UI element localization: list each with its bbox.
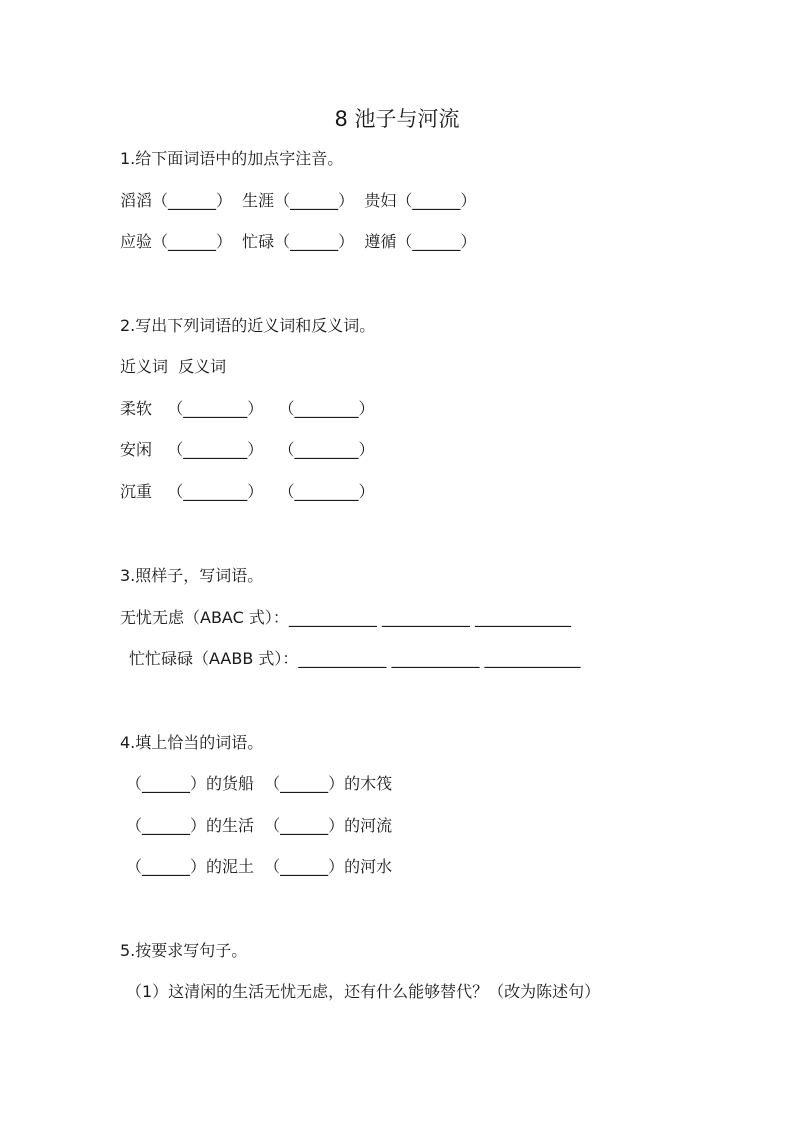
q1-row-2: 应验（______） 忙碌（______） 遵循（______）	[120, 232, 477, 251]
q2-row-1: 柔软 （________） （________）	[120, 399, 375, 418]
q2-subheading: 近义词 反义词	[120, 357, 227, 376]
q4-row-2: （______）的生活 （______）的河流	[126, 816, 393, 835]
worksheet-title: 8 池子与河流	[334, 107, 460, 131]
q2-row-3: 沉重 （________） （________）	[120, 482, 375, 501]
q1-row-1: 滔滔（______） 生涯（______） 贵妇（______）	[120, 191, 477, 210]
q4-row-3: （______）的泥土 （______）的河水	[126, 857, 393, 876]
q2-row-2: 安闲 （________） （________）	[120, 440, 375, 459]
q4-row-1: （______）的货船 （______）的木筏	[126, 774, 393, 793]
q3-heading: 3.照样子，写词语。	[120, 566, 264, 585]
q5-heading: 5.按要求写句子。	[120, 941, 248, 960]
q2-heading: 2.写出下列词语的近义词和反义词。	[120, 316, 376, 335]
q3-row-1: 无忧无虑（ABAC 式）：___________ ___________ ____________	[120, 608, 572, 627]
q4-heading: 4.填上恰当的词语。	[120, 733, 264, 752]
q3-row-2: 忙忙碌碌（AABB 式）：___________ ___________ ____________	[129, 649, 581, 668]
q5-item-1: （1）这清闲的生活无忧无虑，还有什么能够替代？（改为陈述句）	[126, 982, 601, 1001]
q1-heading: 1.给下面词语中的加点字注音。	[120, 149, 344, 168]
